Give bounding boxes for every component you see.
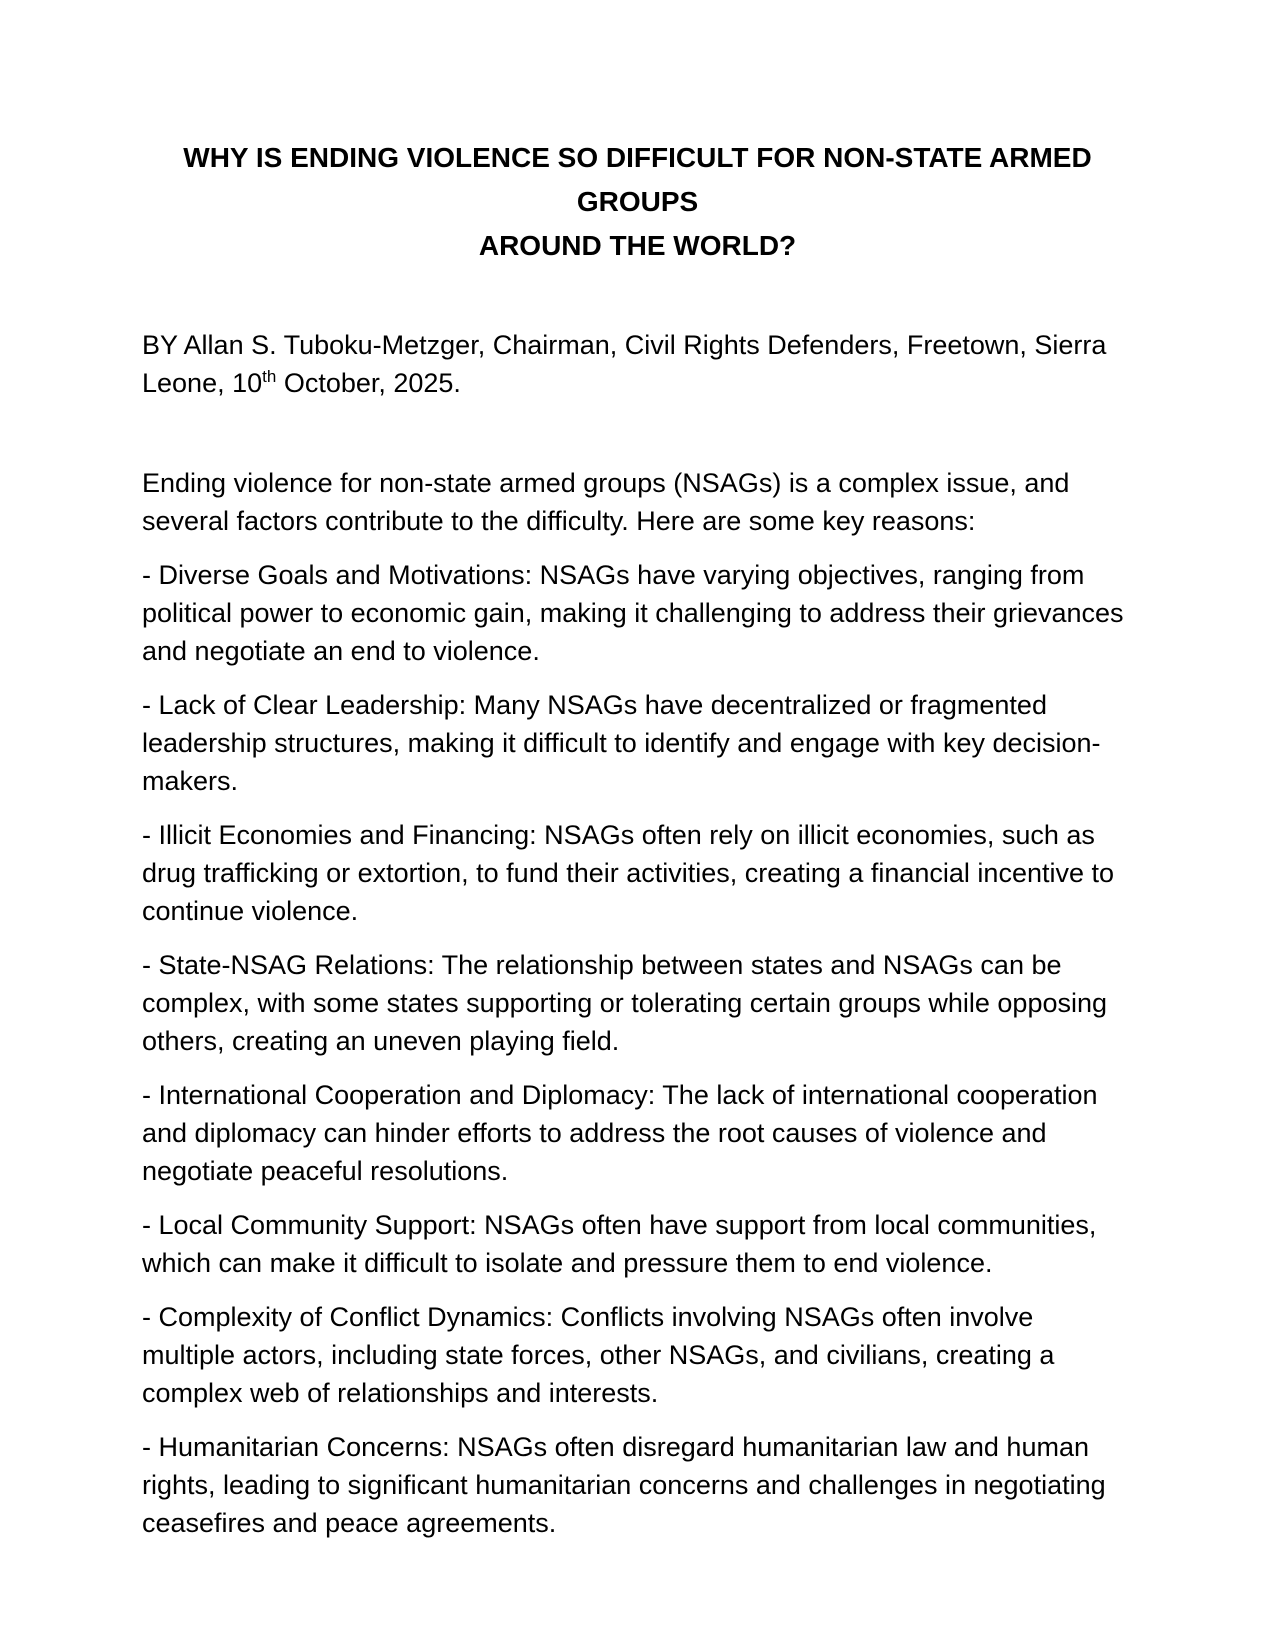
intro-paragraph: Ending violence for non-state armed groups (NSAGs) is a complex issue, and several factors contribute to the difficulty. Here are some key reasons:	[142, 468, 1070, 536]
bullet-paragraph-illicit-economies: - Illicit Economies and Financing: NSAGs often rely on illicit economies, such as drug trafficking or extortion, to fund their activities, creating a financial incentive to continue violence.	[142, 820, 1115, 926]
bullet-paragraph-local-community-support: - Local Community Support: NSAGs often have support from local communities, which can make it difficult to isolate and pressure them to end violence.	[142, 1210, 1097, 1278]
bullet-paragraph-conflict-dynamics: - Complexity of Conflict Dynamics: Conflicts involving NSAGs often involve multiple actors, including state forces, other NSAGs, and civilians, creating a complex web of relationships and interests.	[142, 1302, 1055, 1408]
byline-text: BY Allan S. Tuboku-Metzger, Chairman, Civil Rights Defenders, Freetown, Sierra Leone, 10	[142, 330, 1107, 398]
document-title-line-1: WHY IS ENDING VIOLENCE SO DIFFICULT FOR NON-STATE ARMED GROUPS	[183, 142, 1092, 217]
byline	[142, 326, 1133, 402]
bullet-paragraph-international-cooperation: - International Cooperation and Diplomacy: The lack of international cooperation and diplomacy can hinder efforts to address the root causes of violence and negotiate peaceful resolutions.	[142, 1080, 1098, 1186]
document-title	[142, 136, 1133, 268]
bullet-paragraph-state-nsag-relations: - State-NSAG Relations: The relationship between states and NSAGs can be complex, with some states supporting or tolerating certain groups while opposing others, creating an uneven playing field.	[142, 950, 1108, 1056]
byline-date-suffix: October, 2025.	[276, 368, 461, 398]
document-title-line-2: AROUND THE WORLD?	[478, 230, 797, 261]
bullet-paragraph-humanitarian-concerns: - Humanitarian Concerns: NSAGs often disregard humanitarian law and human rights, leading to significant humanitarian concerns and challenges in negotiating ceasefires and peace agreements.	[142, 1432, 1106, 1538]
ordinal-superscript: th	[262, 367, 277, 386]
bullet-paragraph-diverse-goals: - Diverse Goals and Motivations: NSAGs have varying objectives, ranging from political power to economic gain, making it challenging to address their grievances and negotiate an end to violence.	[142, 560, 1124, 666]
document-body	[142, 464, 1133, 1542]
bullet-paragraph-leadership: - Lack of Clear Leadership: Many NSAGs have decentralized or fragmented leadership structures, making it difficult to identify and engage with key decision-makers.	[142, 690, 1101, 796]
